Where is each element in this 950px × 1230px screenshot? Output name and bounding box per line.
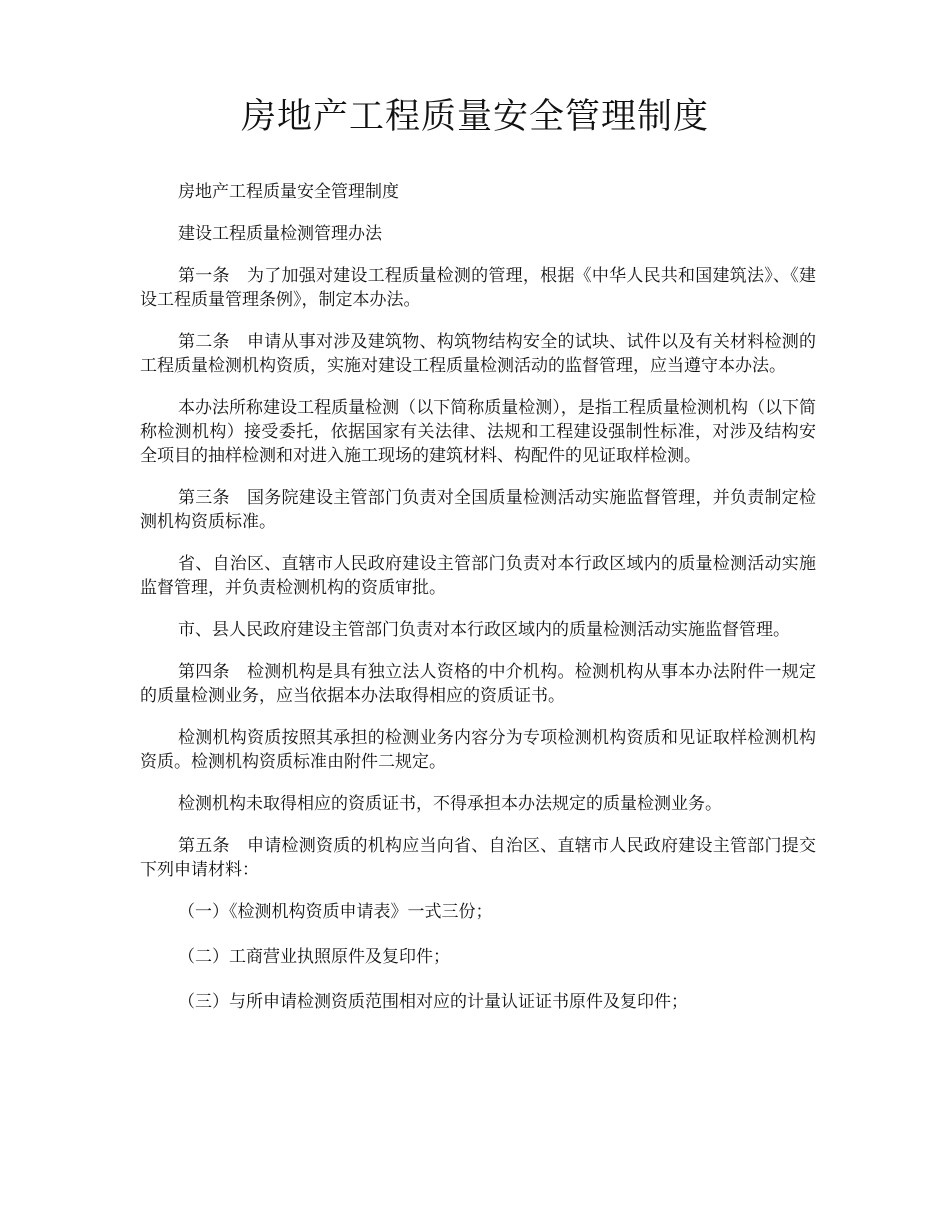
list-item-1: （一）《检测机构资质申请表》一式三份； (178, 902, 493, 922)
paragraph-article-3: 第三条 国务院建设主管部门负责对全国质量检测活动实施监督管理，并负责制定检测机构资质标准。 (140, 488, 816, 532)
paragraph-definition: 本办法所称建设工程质量检测（以下简称质量检测），是指工程质量检测机构（以下简称检测机构）接受委托，依据国家有关法律、法规和工程建设强制性标准，对涉及结构安全项目的抽样检测和对进入施工现场的建筑材料、构配件的见证取样检测。 (140, 398, 816, 466)
paragraph-no-certificate: 检测机构未取得相应的资质证书，不得承担本办法规定的质量检测业务。 (178, 794, 722, 814)
paragraph-qualification-types: 检测机构资质按照其承担的检测业务内容分为专项检测机构资质和见证取样检测机构资质。检测机构资质标准由附件二规定。 (140, 728, 816, 772)
paragraph-subtitle: 房地产工程质量安全管理制度 (178, 182, 399, 202)
paragraph-article-5: 第五条 申请检测资质的机构应当向省、自治区、直辖市人民政府建设主管部门提交下列申请材料： (140, 836, 816, 880)
paragraph-article-2: 第二条 申请从事对涉及建筑物、构筑物结构安全的试块、试件以及有关材料检测的工程质量检测机构资质，实施对建设工程质量检测活动的监督管理，应当遵守本办法。 (140, 332, 816, 376)
paragraph-regulation-title: 建设工程质量检测管理办法 (178, 224, 382, 244)
paragraph-article-4: 第四条 检测机构是具有独立法人资格的中介机构。检测机构从事本办法附件一规定的质量检测业务，应当依据本办法取得相应的资质证书。 (140, 662, 816, 706)
document-body (140, 180, 816, 1035)
list-item-2: （二）工商营业执照原件及复印件； (178, 947, 450, 967)
list-item-3: （三）与所申请检测资质范围相对应的计量认证证书原件及复印件； (178, 992, 688, 1012)
paragraph-provincial: 省、自治区、直辖市人民政府建设主管部门负责对本行政区域内的质量检测活动实施监督管理，并负责检测机构的资质审批。 (140, 554, 816, 598)
paragraph-article-1: 第一条 为了加强对建设工程质量检测的管理，根据《中华人民共和国建筑法》、《建设工程质量管理条例》，制定本办法。 (140, 266, 816, 310)
document-title: 房地产工程质量安全管理制度 (240, 97, 709, 137)
paragraph-municipal: 市、县人民政府建设主管部门负责对本行政区域内的质量检测活动实施监督管理。 (178, 620, 790, 640)
